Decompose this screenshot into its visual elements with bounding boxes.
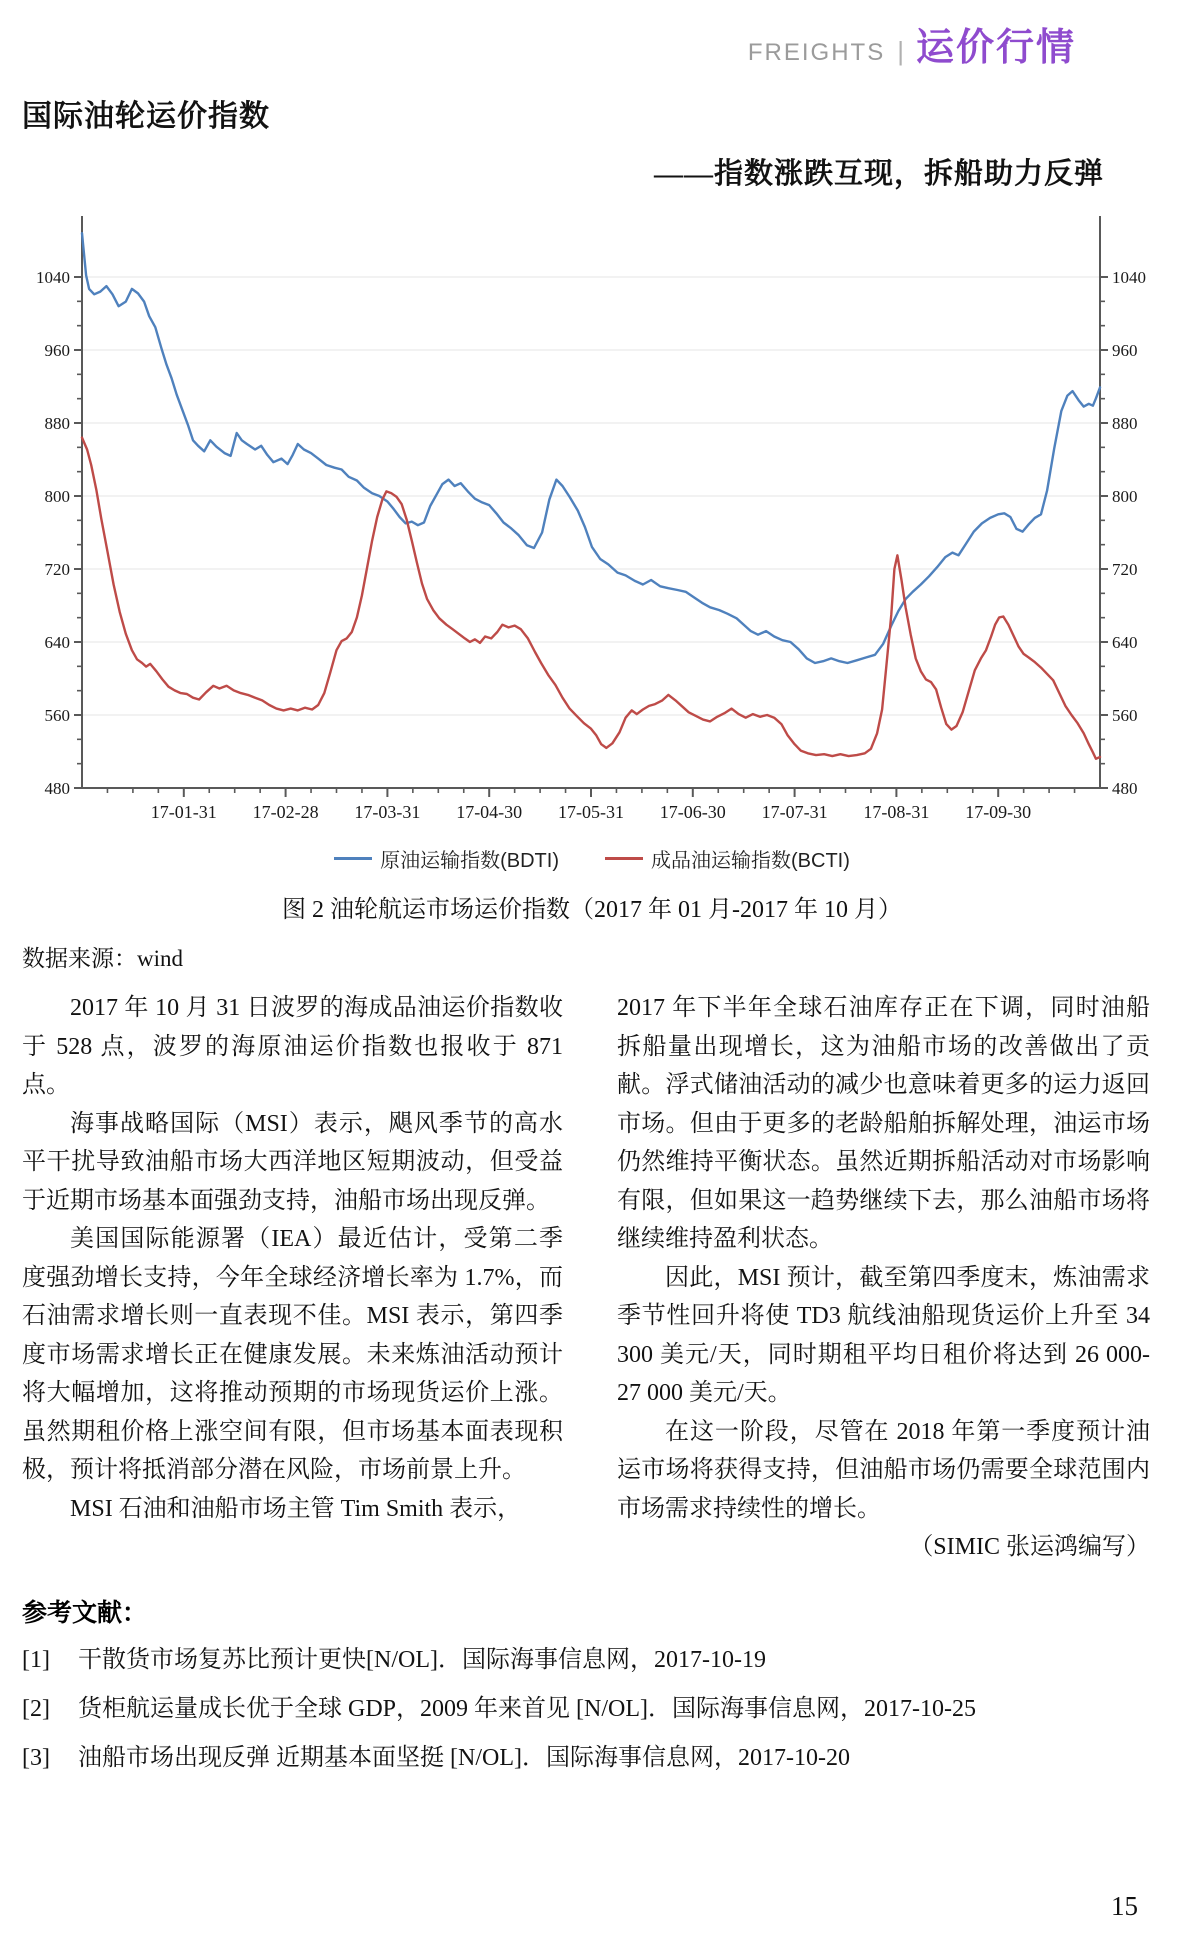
svg-text:1040: 1040 [36, 268, 70, 287]
svg-text:17-02-28: 17-02-28 [252, 802, 319, 822]
reference-marker: [3] [22, 1744, 50, 1771]
paragraph: 2017 年 10 月 31 日波罗的海成品油运价指数收于 528 点，波罗的海原油运价指数也报收于 871 点。 [22, 995, 563, 1098]
svg-text:1040: 1040 [1112, 268, 1146, 287]
reference-text: 油船市场出现反弹 近期基本面坚挺 [N/OL]．国际海事信息网，2017-10-20 [78, 1744, 850, 1771]
page-title: 国际油轮运价指数 [22, 100, 270, 133]
reference-marker: [1] [22, 1646, 50, 1673]
brand-english-label: FREIGHTS [747, 39, 886, 66]
svg-text:480: 480 [1112, 779, 1138, 798]
body-column-right [617, 989, 1150, 1567]
svg-text:960: 960 [1112, 341, 1138, 360]
svg-text:17-04-30: 17-04-30 [456, 802, 523, 822]
paragraph: 2017 年下半年全球石油库存正在下调，同时油船拆船量出现增长，这为油船市场的改善做出了贡献。浮式储油活动的减少也意味着更多的运力返回市场。但由于更多的老龄船舶拆解处理，油运市场仍然维持平衡状态。虽然近期拆船活动对市场影响有限，但如果这一趋势继续下去，那么油船市场将继续维持盈利状态。 [617, 995, 1150, 1252]
svg-text:720: 720 [44, 560, 70, 579]
references-section [22, 1593, 1150, 1776]
svg-text:560: 560 [44, 706, 70, 725]
reference-item [22, 1691, 1150, 1727]
reference-text: 货柜航运量成长优于全球 GDP，2009 年来首见 [N/OL]．国际海事信息网，2017-10-25 [78, 1695, 976, 1722]
references-heading: 参考文献： [22, 1598, 148, 1627]
page-subtitle: ——指数涨跌互现，拆船助力反弹 [653, 158, 1104, 190]
svg-text:880: 880 [44, 414, 70, 433]
svg-text:960: 960 [44, 341, 70, 360]
bdti-legend-label: 原油运输指数(BDTI) [380, 850, 559, 872]
data-source-note: 数据来源：wind [22, 946, 183, 971]
freight-chart [22, 206, 1162, 838]
bcti-legend-label: 成品油运输指数(BCTI) [651, 850, 850, 872]
reference-item [22, 1642, 1150, 1678]
brand-chinese-label: 运价行情 [915, 27, 1076, 69]
paragraph: 美国国际能源署（IEA）最近估计，受第二季度强劲增长支持，今年全球经济增长率为 1.7%，而石油需求增长则一直表现不佳。MSI 表示，第四季度市场需求增长正在健康发展。未来炼油活动预计将大幅增加，这将推动预期的市场现货运价上涨。虽然期租价格上涨空间有限，但市场基本面表现积极，预计将抵消部分潜在风险，市场前景上升。 [22, 1226, 563, 1483]
svg-text:17-03-31: 17-03-31 [354, 802, 421, 822]
body-columns [22, 989, 1150, 1567]
bdti-line-swatch [334, 857, 372, 860]
svg-text:720: 720 [1112, 560, 1138, 579]
page-number: 15 [1111, 1891, 1138, 1921]
byline: （SIMIC 张运鸿编写） [909, 1534, 1150, 1560]
reference-marker: [2] [22, 1695, 50, 1722]
chart-legend [22, 844, 1162, 873]
svg-text:640: 640 [1112, 633, 1138, 652]
svg-text:480: 480 [44, 779, 70, 798]
svg-text:880: 880 [1112, 414, 1138, 433]
brand-separator: | [897, 36, 904, 66]
page-header [0, 0, 1200, 71]
svg-text:800: 800 [44, 487, 70, 506]
figure-caption: 图 2 油轮航运市场运价指数（2017 年 01 月-2017 年 10 月） [282, 897, 902, 923]
svg-text:17-07-31: 17-07-31 [761, 802, 828, 822]
legend-item-bdti [334, 844, 559, 873]
svg-text:17-09-30: 17-09-30 [965, 802, 1032, 822]
svg-text:17-06-30: 17-06-30 [659, 802, 726, 822]
reference-item [22, 1740, 1150, 1776]
svg-text:640: 640 [44, 633, 70, 652]
paragraph: 在这一阶段，尽管在 2018 年第一季度预计油运市场将获得支持，但油船市场仍需要全球范围内市场需求持续性的增长。 [617, 1418, 1150, 1522]
freight-chart-figure [22, 206, 1162, 924]
svg-text:17-01-31: 17-01-31 [150, 802, 217, 822]
reference-text: 干散货市场复苏比预计更快[N/OL]．国际海事信息网，2017-10-19 [78, 1646, 766, 1673]
svg-text:17-08-31: 17-08-31 [863, 802, 930, 822]
bcti-line-swatch [605, 857, 643, 860]
body-column-left [22, 989, 563, 1567]
svg-text:560: 560 [1112, 706, 1138, 725]
paragraph: 因此，MSI 预计，截至第四季度末，炼油需求季节性回升将使 TD3 航线油船现货运价上升至 34 300 美元/天，同时期租平均日租价将达到 26 000-27 000 美元/天。 [617, 1264, 1150, 1406]
paragraph: MSI 石油和油船市场主管 Tim Smith 表示， [70, 1495, 522, 1522]
legend-item-bcti [605, 844, 850, 873]
paragraph: 海事战略国际（MSI）表示，飓风季节的高水平干扰导致油船市场大西洋地区短期波动，但受益于近期市场基本面强劲支持，油船市场出现反弹。 [22, 1110, 563, 1214]
svg-text:800: 800 [1112, 487, 1138, 506]
svg-text:17-05-31: 17-05-31 [558, 802, 624, 822]
